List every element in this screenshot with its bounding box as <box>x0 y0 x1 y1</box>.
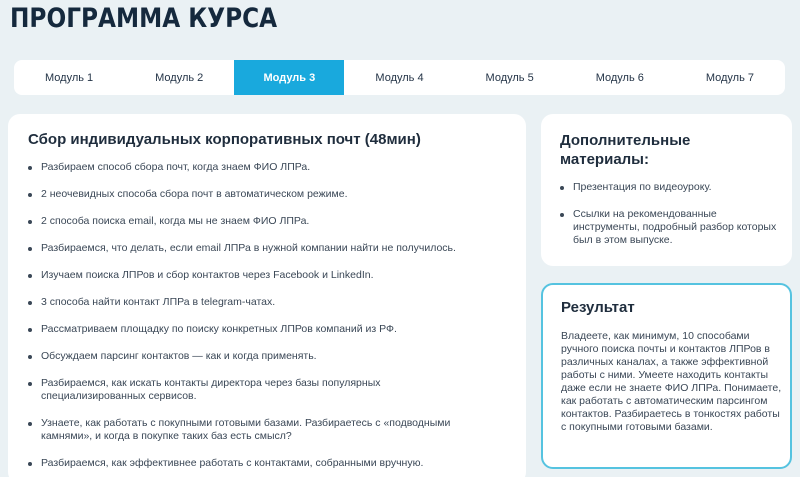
tab-module-2[interactable]: Модуль 2 <box>155 71 204 84</box>
tab-module-5[interactable]: Модуль 5 <box>485 71 534 84</box>
extras-card <box>541 114 792 266</box>
result-text: Владеете, как минимум, 10 способами ручного поиска почты и контактов ЛПРов в различных каналах, а также эффективной работы с ними. Умеете находить контакты даже если не знаете ФИО ЛПРа. Понимаете, как работать с автоматическим парсингом контактов. Разбираетесь в тонкостях работы с покупными готовыми базами. <box>561 330 782 433</box>
topic-item: Обсуждаем парсинг контактов — как и когда применять. <box>28 350 508 363</box>
extras-item: Презентация по видеоуроку. <box>560 181 780 194</box>
topic-list <box>28 161 508 470</box>
topic-item: Разбираем способ сбора почт, когда знаем ФИО ЛПРа. <box>28 161 508 174</box>
lesson-title: Сбор индивидуальных корпоративных почт (48мин) <box>28 131 421 148</box>
topic-item: Разбираемся, как искать контакты директора через базы популярных специализированных сервисов. <box>28 377 413 403</box>
topic-item: 3 способа найти контакт ЛПРа в telegram-чатах. <box>28 296 508 309</box>
page-title: ПРОГРАММА КУРСА <box>10 3 278 34</box>
tab-module-7[interactable]: Модуль 7 <box>705 71 754 84</box>
topic-item: 2 способа поиска email, когда мы не знаем ФИО ЛПРа. <box>28 215 508 228</box>
lesson-card <box>8 114 526 477</box>
result-card <box>541 283 792 469</box>
extras-list <box>560 181 780 247</box>
tab-module-6[interactable]: Модуль 6 <box>595 71 644 84</box>
topic-item: Рассматриваем площадку по поиску конкретных ЛПРов компаний из РФ. <box>28 323 508 336</box>
result-title: Результат <box>561 299 635 316</box>
topic-item: Разбираемся, как эффективнее работать с контактами, собранными вручную. <box>28 457 508 470</box>
topic-item: Узнаете, как работать с покупными готовыми базами. Разбираетесь с «подводными камнями», и когда в покупке таких баз есть смысл? <box>28 417 458 443</box>
topic-item: Разбираемся, что делать, если email ЛПРа в нужной компании найти не получилось. <box>28 242 508 255</box>
topic-item: 2 неочевидных способа сбора почт в автоматическом режиме. <box>28 188 508 201</box>
extras-title: Дополнительные материалы: <box>560 132 691 168</box>
extras-item: Ссылки на рекомендованные инструменты, подробный разбор которых был в этом выпуске. <box>560 208 780 247</box>
module-tabs <box>14 60 785 95</box>
tab-module-4[interactable]: Модуль 4 <box>375 71 424 84</box>
topic-item: Изучаем поиска ЛПРов и сбор контактов через Facebook и LinkedIn. <box>28 269 508 282</box>
tab-module-1[interactable]: Модуль 1 <box>44 71 94 84</box>
tab-module-3[interactable]: Модуль 3 <box>234 60 344 95</box>
